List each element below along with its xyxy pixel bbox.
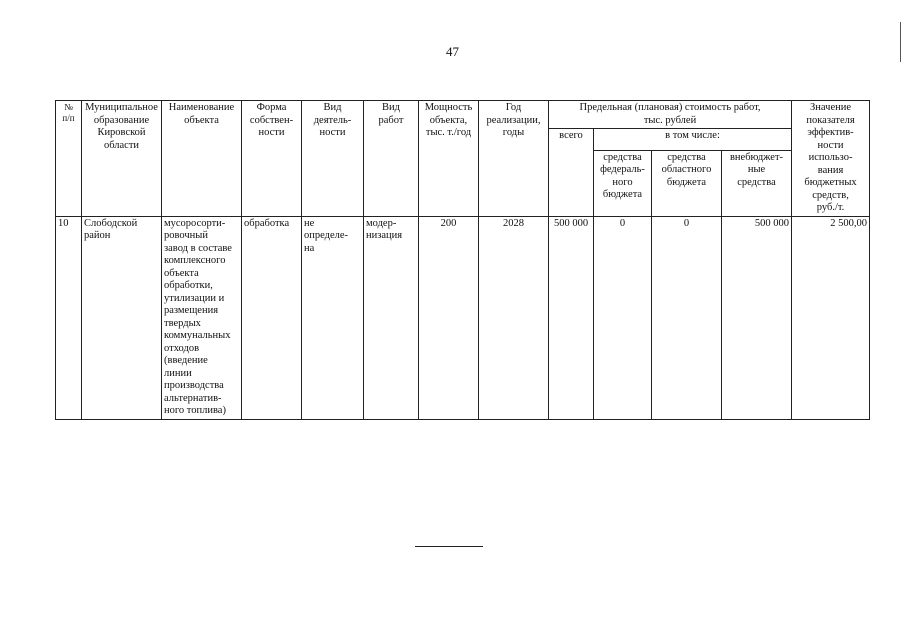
header-efficiency: Значение показателя эффектив- ности использо- вания бюджетных средств, руб./т. [792, 101, 870, 217]
cell-works: модер- низация [364, 216, 419, 419]
cell-year: 2028 [479, 216, 549, 419]
header-municipality: Муниципальное образование Кировской области [82, 101, 162, 217]
header-total: всего [549, 129, 594, 217]
cell-object-name: мусоросорти- ровочный завод в составе комплексного объекта обработки, утилизации и размещения твердых коммунальных отходов (введение линии производства альтернатив- ного топлива) [162, 216, 242, 419]
header-including: в том числе: [594, 129, 792, 151]
cell-num: 10 [56, 216, 82, 419]
table-row [56, 216, 870, 419]
cell-total: 500 000 [549, 216, 594, 419]
header-year: Год реализации, годы [479, 101, 549, 217]
header-cost: Предельная (плановая) стоимость работ, тыс. рублей [549, 101, 792, 129]
cell-capacity: 200 [419, 216, 479, 419]
cell-activity: не определе- на [302, 216, 364, 419]
page-number: 47 [446, 44, 459, 59]
cell-federal: 0 [594, 216, 652, 419]
footer-rule [415, 546, 483, 547]
cell-extrabudget: 500 000 [722, 216, 792, 419]
header-object-name: Наименование объекта [162, 101, 242, 217]
header-capacity: Мощность объекта, тыс. т./год [419, 101, 479, 217]
cell-municipality: Слободской район [82, 216, 162, 419]
investment-table [55, 100, 870, 420]
header-ownership: Форма собствен- ности [242, 101, 302, 217]
header-federal: средства федераль- ного бюджета [594, 150, 652, 216]
header-regional: средства областного бюджета [652, 150, 722, 216]
header-row-1 [56, 101, 870, 129]
header-activity: Вид деятель- ности [302, 101, 364, 217]
cell-ownership: обработка [242, 216, 302, 419]
cell-regional: 0 [652, 216, 722, 419]
header-works: Вид работ [364, 101, 419, 217]
cell-efficiency: 2 500,00 [792, 216, 870, 419]
header-num: № п/п [56, 101, 82, 217]
header-extrabudget: внебюджет- ные средства [722, 150, 792, 216]
